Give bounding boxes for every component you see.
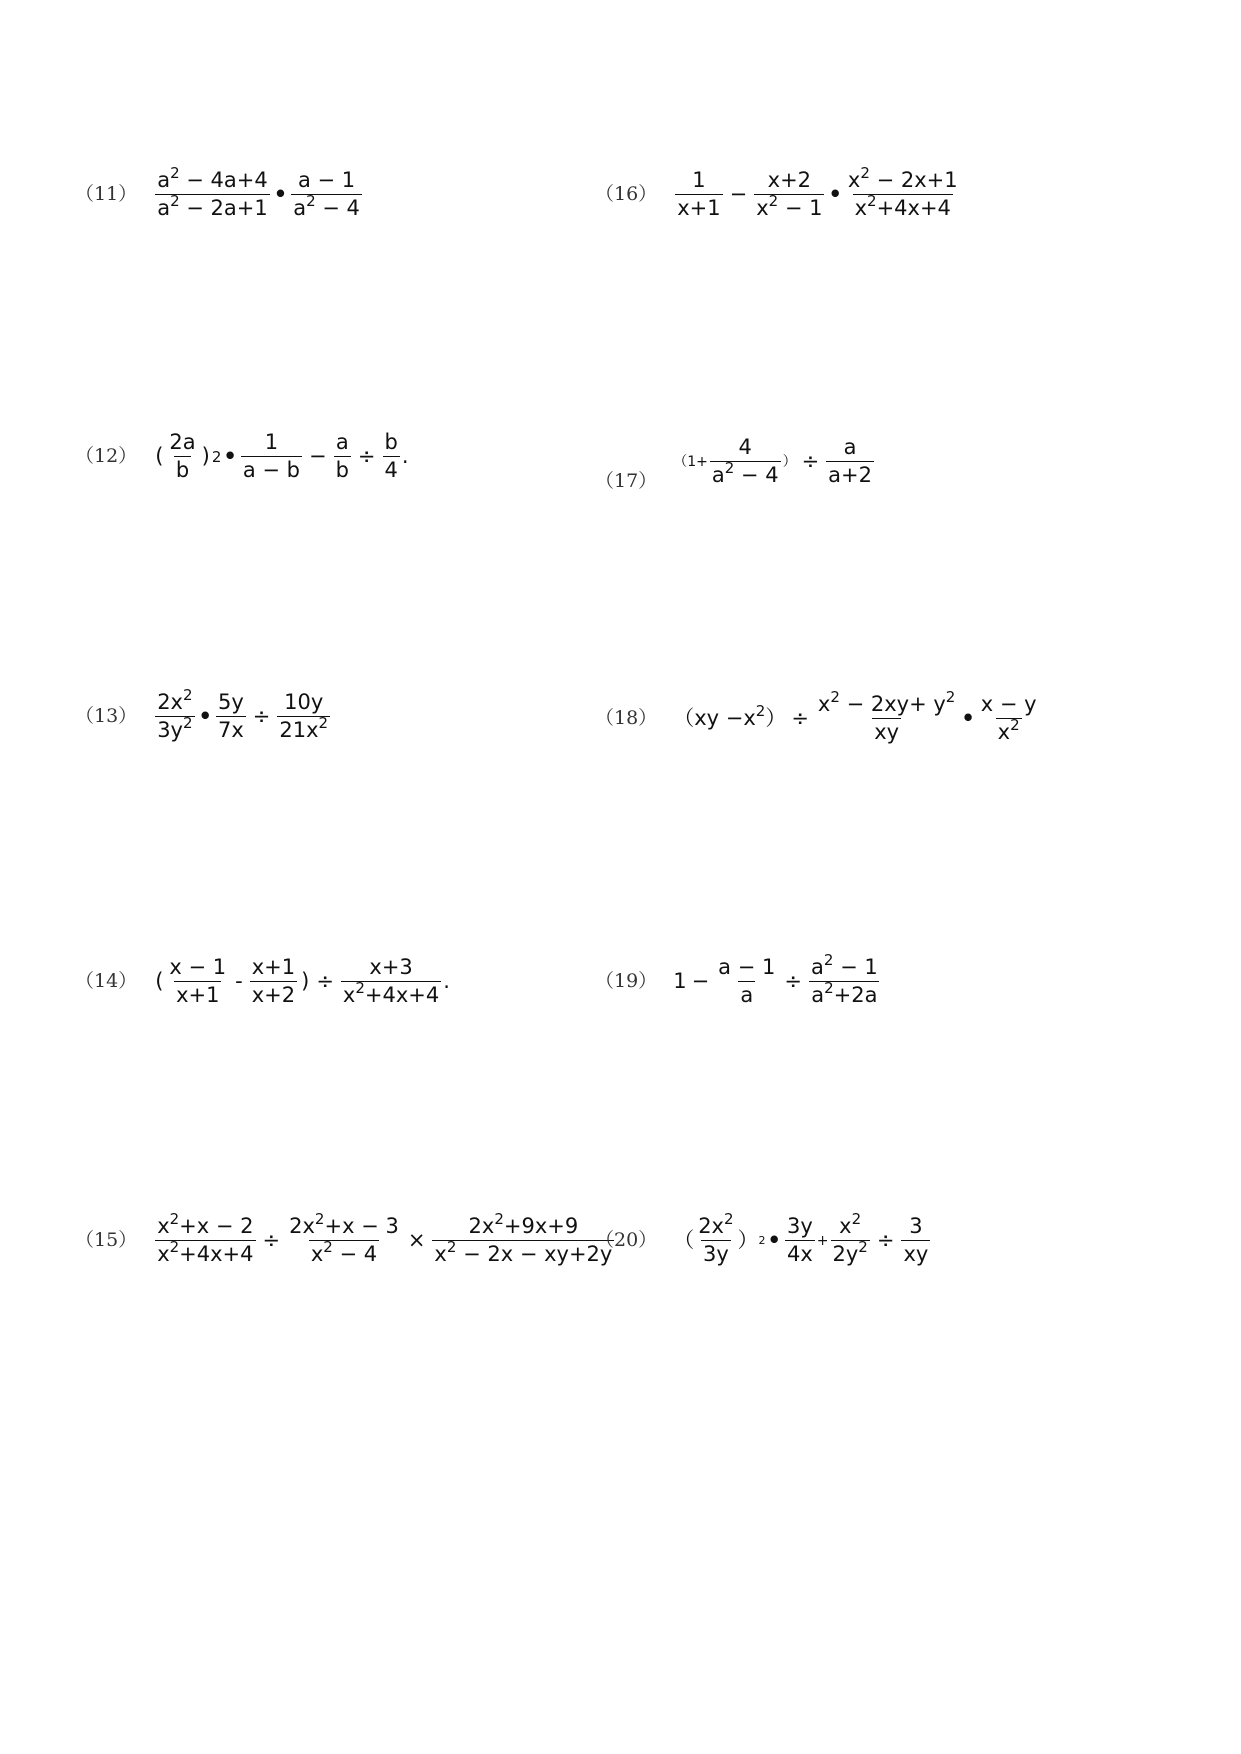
fraction — [809, 951, 880, 1007]
math-text — [809, 981, 879, 1006]
math-text: 7x — [217, 718, 244, 742]
math-text: ÷ — [784, 969, 802, 993]
math-text: x — [839, 1214, 852, 1238]
math-text: xy − — [694, 706, 744, 730]
superscript: 2 — [867, 192, 877, 210]
fraction — [846, 164, 960, 220]
math-text — [846, 164, 960, 194]
problem-12: （12） ( $\frac{2a}{b}$ ) 2 • $\frac{1}{a - b}$ − $\frac{a}{b}$ ÷ $\frac{b}{4}$ . — [75, 430, 409, 482]
fraction — [277, 692, 330, 741]
superscript: 2 — [723, 1210, 734, 1228]
math-text: ( — [155, 969, 164, 993]
fraction — [291, 170, 362, 219]
math-text: − — [729, 182, 748, 206]
fraction — [754, 170, 824, 219]
math-text: a — [811, 983, 825, 1007]
fraction — [167, 957, 228, 1006]
superscript: 2 — [323, 1238, 333, 1256]
math-text: b — [335, 458, 349, 482]
fraction — [716, 957, 777, 1006]
math-text: a — [157, 196, 171, 220]
math-text: ） — [782, 453, 797, 470]
fraction — [167, 432, 197, 481]
superscript: 2 — [446, 1238, 457, 1256]
superscript: 2 — [858, 1238, 868, 1256]
superscript: 2 — [860, 164, 870, 182]
math-text: x — [756, 196, 769, 220]
fraction — [383, 432, 400, 481]
math-text: 3y — [786, 1214, 813, 1238]
math-text: x — [342, 983, 356, 1007]
math-text: ÷ — [791, 706, 809, 730]
fraction — [155, 1210, 255, 1266]
math-text: a — [740, 983, 754, 1007]
math-text: ） — [765, 706, 787, 730]
math-text: x — [854, 196, 868, 220]
math-text: 3 — [909, 1214, 923, 1238]
math-text: a − b — [242, 458, 300, 482]
math-text — [309, 1240, 379, 1265]
math-text — [341, 981, 441, 1006]
math-text: . — [401, 444, 409, 468]
fraction — [241, 432, 302, 481]
problem-number: （12） — [75, 445, 138, 467]
math-text: 10y — [284, 690, 324, 714]
math-text: ÷ — [876, 1228, 895, 1252]
math-text: a — [157, 168, 171, 192]
problem-number: （16） — [595, 183, 658, 205]
math-text: x — [847, 168, 861, 192]
fraction — [287, 1210, 401, 1266]
superscript: 2 — [182, 686, 193, 704]
superscript: 2 — [170, 164, 180, 182]
multiply-dot: • — [767, 1228, 781, 1252]
problem-19 — [595, 951, 882, 1007]
math-text: a — [810, 955, 824, 979]
multiply-dot: • — [961, 706, 975, 730]
math-text: +4x+4 — [364, 983, 440, 1007]
math-text: 1 — [264, 430, 279, 454]
math-text: +4x+4 — [876, 196, 951, 220]
math-text — [291, 194, 362, 219]
math-text: x — [434, 1242, 447, 1266]
fraction — [432, 1210, 614, 1266]
math-text: − 4 — [332, 1242, 378, 1266]
math-text — [287, 1210, 401, 1240]
fraction — [334, 432, 351, 481]
math-text: b — [175, 458, 190, 482]
math-text: 4x — [786, 1242, 813, 1266]
math-text: ÷ — [316, 969, 334, 993]
math-text: ） — [737, 1228, 759, 1252]
fraction — [979, 694, 1039, 743]
superscript: 2 — [945, 688, 956, 706]
math-text — [696, 1210, 735, 1240]
fraction — [250, 957, 297, 1006]
fraction — [901, 1216, 930, 1265]
math-text: ÷ — [357, 444, 376, 468]
superscript: 2 — [169, 1238, 180, 1256]
math-text — [467, 1210, 581, 1240]
math-text: x — [817, 692, 831, 716]
math-text: （ — [673, 1228, 695, 1252]
math-text: + — [816, 1232, 829, 1249]
problem-number: （11） — [75, 183, 138, 205]
math-text: 2a — [169, 430, 196, 454]
math-text: − 2x − xy+2y — [456, 1242, 613, 1266]
math-text: x+2 — [767, 168, 812, 192]
math-text: x+1 — [677, 196, 721, 220]
math-text: +2a — [833, 983, 878, 1007]
superscript: 2 — [318, 714, 329, 732]
fraction — [816, 688, 957, 744]
superscript: 2 — [494, 1210, 504, 1228]
math-text — [831, 1240, 870, 1265]
problem-15 — [75, 1210, 616, 1266]
math-text: x+1 — [176, 983, 220, 1007]
fraction — [710, 437, 781, 486]
math-text: a − 1 — [297, 168, 356, 192]
math-text: x — [157, 1242, 170, 1266]
math-text: ) — [201, 444, 210, 468]
math-text — [155, 194, 270, 219]
math-text: x — [157, 1214, 170, 1238]
math-text — [155, 164, 270, 194]
math-text: 2y — [832, 1242, 859, 1266]
superscript: 2 — [169, 1210, 180, 1228]
math-text — [155, 686, 194, 716]
math-text: a — [843, 435, 857, 459]
math-text — [996, 718, 1022, 743]
math-text: x − 1 — [169, 955, 227, 979]
fraction — [341, 957, 441, 1006]
math-text: 1+ — [687, 453, 708, 470]
fraction — [216, 692, 246, 741]
superscript: 2 — [355, 979, 365, 997]
superscript: 2 — [724, 459, 735, 477]
superscript: 2 — [170, 192, 180, 210]
math-text: a — [293, 196, 307, 220]
math-text — [155, 1210, 255, 1240]
math-text — [155, 716, 194, 741]
problem-number: （18） — [595, 707, 658, 729]
problem-number: （20） — [595, 1229, 658, 1251]
math-text: +9x+9 — [503, 1214, 579, 1238]
problem-17 — [595, 432, 876, 491]
math-text: a — [335, 430, 349, 454]
fraction — [785, 1216, 815, 1265]
math-text: b — [384, 430, 398, 454]
fraction — [696, 1210, 735, 1266]
fraction — [826, 437, 874, 486]
math-text: 3y — [702, 1242, 729, 1266]
math-text: a+2 — [828, 463, 872, 487]
math-text: 3y — [157, 718, 183, 742]
math-text: 5y — [217, 690, 244, 714]
math-text: 2x — [698, 1214, 724, 1238]
math-text — [155, 1240, 255, 1265]
math-text: 4 — [384, 458, 398, 482]
math-text — [853, 194, 953, 219]
math-text: +4x+4 — [179, 1242, 254, 1266]
superscript: 2 — [851, 1210, 862, 1228]
problem-20: （20） （ $\frac{2x^2}{3y}$ ） 2 • $\frac{3y}{4x}$ + $\frac{x^2}{2y^2}$ ÷ $\frac{3}{xy}$ — [595, 1210, 929, 1266]
multiply-dot: • — [198, 704, 212, 728]
superscript: 2 — [823, 951, 834, 969]
math-text: x — [997, 720, 1011, 744]
problem-number: （15） — [75, 1229, 138, 1251]
math-text: x+3 — [369, 955, 413, 979]
math-text: xy — [874, 720, 900, 744]
math-text: - — [235, 969, 243, 993]
math-text: − 2x+1 — [869, 168, 958, 192]
math-text: − — [308, 444, 327, 468]
math-text — [710, 461, 781, 486]
problem-number: （14） — [75, 970, 138, 992]
problem-18 — [595, 688, 1041, 744]
multiply-dot: • — [223, 444, 237, 468]
math-text: − 1 — [778, 196, 823, 220]
math-text: 4 — [738, 435, 752, 459]
fraction — [155, 164, 270, 220]
problem-number: （17） — [595, 470, 658, 492]
math-text: x+1 — [251, 955, 296, 979]
superscript: 2 — [182, 714, 193, 732]
math-text — [816, 688, 957, 718]
math-text: 2x — [157, 690, 183, 714]
math-text: +x − 3 — [324, 1214, 399, 1238]
math-text: ÷ — [801, 449, 820, 473]
math-text — [432, 1240, 614, 1265]
problem-16 — [595, 164, 962, 220]
math-text: （ — [673, 453, 688, 470]
math-text: $x^2$ — [743, 702, 766, 730]
math-text: x+2 — [251, 983, 296, 1007]
problem-11 — [75, 164, 364, 220]
math-text: − 4 — [315, 196, 360, 220]
fraction — [155, 686, 194, 742]
problem-number: （19） — [595, 970, 658, 992]
math-text: a — [711, 463, 725, 487]
math-text: ÷ — [252, 704, 271, 728]
math-text: − 2xy+ y — [839, 692, 946, 716]
math-text: − — [691, 969, 710, 993]
superscript: 2 — [768, 192, 779, 210]
math-text: a − 1 — [718, 955, 776, 979]
math-text — [809, 951, 880, 981]
math-text: +x − 2 — [179, 1214, 254, 1238]
math-text: 2x — [289, 1214, 315, 1238]
math-text: x − y — [980, 692, 1037, 716]
fraction — [675, 170, 722, 219]
superscript: 2 — [306, 192, 316, 210]
multiply-dot: • — [828, 182, 842, 206]
math-text: x — [310, 1242, 324, 1266]
math-text: 1 — [673, 969, 687, 993]
fraction — [831, 1210, 870, 1266]
superscript: 2 — [1010, 716, 1020, 734]
superscript: 2 — [830, 688, 840, 706]
superscript: 2 — [824, 979, 834, 997]
math-text: ) — [301, 969, 310, 993]
problem-14 — [75, 957, 450, 1006]
math-text: （ — [673, 706, 695, 730]
math-text: 1 — [692, 168, 706, 192]
math-text — [837, 1210, 863, 1240]
math-text: 2x — [468, 1214, 495, 1238]
math-text: ÷ — [262, 1228, 281, 1252]
math-text: 21x — [279, 718, 319, 742]
math-text: − 4 — [734, 463, 779, 487]
problem-13 — [75, 686, 332, 742]
math-text: . — [443, 969, 450, 993]
math-text: − 4a+4 — [179, 168, 268, 192]
math-text: xy — [903, 1242, 929, 1266]
multiply-dot: • — [273, 182, 288, 206]
math-text: × — [407, 1228, 426, 1252]
superscript: 2 — [314, 1210, 325, 1228]
math-text — [754, 194, 824, 219]
problem-number: （13） — [75, 705, 138, 727]
math-text: − 2a+1 — [179, 196, 268, 220]
math-text: ( — [155, 444, 164, 468]
math-text — [277, 716, 330, 741]
math-text: − 1 — [833, 955, 878, 979]
